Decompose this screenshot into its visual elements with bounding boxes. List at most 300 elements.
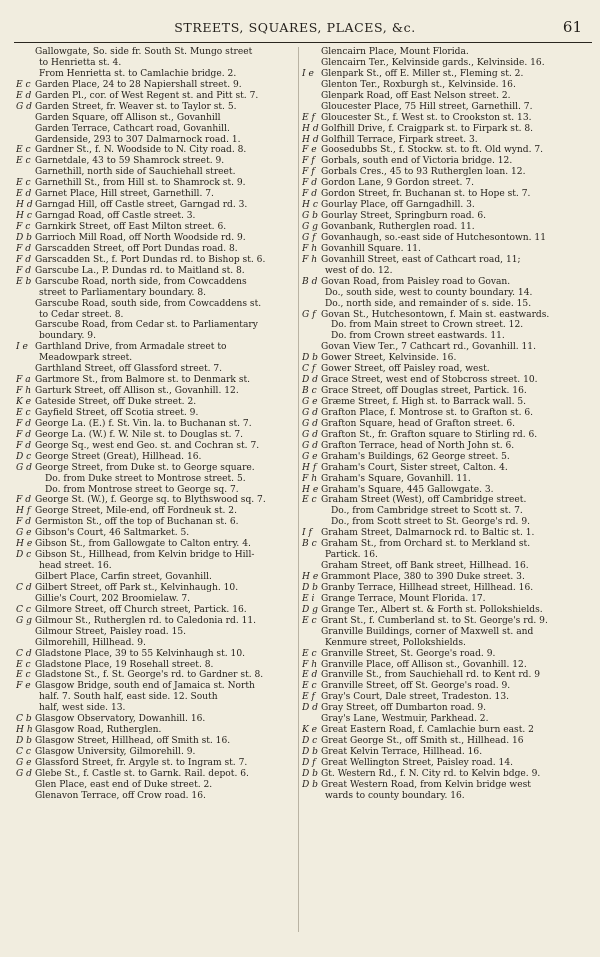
directory-entry-line — [16, 714, 294, 725]
directory-entry-line — [16, 769, 294, 780]
entry-text: Gower Street, Kelvinside. 16. — [321, 353, 457, 364]
map-reference: E c — [302, 615, 317, 626]
entry-text: Govanbank, Rutherglen road. 11. — [321, 222, 475, 232]
map-reference: C b — [16, 714, 32, 725]
map-reference: K e — [16, 397, 32, 407]
entry-text: Govanhaugh, so.-east side of Hutchesontown. 11 — [321, 232, 547, 243]
directory-entry-line — [302, 638, 592, 649]
map-reference: E c — [302, 681, 317, 692]
entry-text: Do., from Scott street to St. George's rd. 9. — [331, 517, 530, 528]
map-reference: H d — [302, 123, 319, 134]
entry-text: Garnethill, north side of Sauchiehall street. — [35, 167, 236, 178]
directory-entry-line — [302, 200, 592, 211]
entry-text: Golfhill Drive, f. Craigpark st. to Firpark st. 8. — [321, 123, 534, 134]
entry-text: Garngad Hill, off Castle street, Garngad rd. 3. — [35, 200, 248, 211]
map-reference: H f — [16, 506, 31, 517]
directory-entry-line — [302, 353, 592, 364]
directory-entry-line — [16, 102, 294, 113]
map-reference: H h — [16, 725, 33, 736]
directory-entry-line — [302, 102, 592, 113]
entry-text: Grafton Place, f. Montrose st. to Grafton st. 6. — [321, 407, 534, 418]
entry-text: Gilmore Street, off Church street, Partick. 16. — [35, 604, 247, 615]
map-reference: E i — [302, 593, 315, 604]
entry-text: Great George St., off Smith st., Hillhead. 16 — [321, 736, 524, 747]
map-reference: C c — [16, 604, 31, 615]
map-reference: D c — [16, 451, 32, 462]
entry-text: George La. (W.) f. W. Nile st. to Douglas st. 7. — [35, 429, 244, 440]
entry-text: Gilbert Street, off Park st., Kelvinhaugh. 10. — [35, 582, 239, 593]
map-reference: D g — [302, 604, 319, 615]
entry-text: head street. 16. — [39, 561, 112, 572]
directory-entry-line — [16, 47, 294, 58]
directory-entry-line — [302, 124, 592, 135]
entry-text: Great Kelvin Terrace, Hillhead. 16. — [321, 747, 483, 757]
entry-text: Gower Street, off Paisley road, west. — [321, 364, 490, 375]
map-reference: F d — [302, 189, 318, 200]
entry-text: Garnkirk Street, off East Milton street. 6. — [35, 222, 227, 232]
directory-entry-line — [302, 320, 592, 331]
directory-entry-line — [302, 452, 592, 463]
directory-entry-line — [302, 156, 592, 167]
directory-entry-line — [302, 594, 592, 605]
entry-text: Gibson St., from Gallowgate to Calton entry. 4. — [35, 539, 251, 550]
entry-text: Govan St., Hutchesontown, f. Main st. eastwards. — [321, 309, 550, 320]
directory-entry-line — [16, 156, 294, 167]
entry-text: Germiston St., off the top of Buchanan st. 6. — [35, 517, 239, 528]
map-reference: H f — [302, 462, 317, 473]
entry-text: Grant St., f. Cumberland st. to St. George's rd. 9. — [321, 615, 548, 626]
entry-text: Great Western Road, from Kelvin bridge west — [321, 779, 531, 790]
directory-entry-line — [302, 670, 592, 681]
entry-text: Glebe St., f. Castle st. to Garnk. Rail. depot. 6. — [35, 768, 249, 779]
directory-entry-line — [302, 364, 592, 375]
directory-entry-line — [302, 528, 592, 539]
directory-entry-line — [302, 299, 592, 310]
entry-text: Gibson's Court, 46 Saltmarket. 5. — [35, 528, 190, 539]
entry-text: Do., north side, and remainder of s. side. 15. — [325, 298, 532, 309]
entry-text: Garden Pl., cor. of West Regent st. and Pitt st. 7. — [35, 90, 259, 101]
entry-text: to Cedar street. 8. — [39, 309, 124, 320]
directory-entry-line — [302, 747, 592, 758]
entry-text: Granby Terrace, Hillhead street, Hillhead. 16. — [321, 582, 534, 593]
entry-text: Granville St., from Sauchiehall rd. to Kent rd. 9 — [321, 670, 541, 681]
directory-entry-line — [16, 145, 294, 156]
entry-text: Glencairn Place, Mount Florida. — [321, 47, 469, 57]
directory-entry-line — [16, 386, 294, 397]
directory-entry-line — [302, 58, 592, 69]
directory-entry-line — [16, 342, 294, 353]
directory-entry-line — [16, 703, 294, 714]
page-title: STREETS, SQUARES, PLACES, &c. — [174, 20, 416, 35]
directory-entry-line — [302, 517, 592, 528]
map-reference: D b — [302, 353, 319, 364]
entry-text: Gray Street, off Dumbarton road. 9. — [321, 703, 487, 714]
directory-entry-line — [302, 791, 592, 802]
entry-text: Garnethill St., from Hill st. to Shamrock st. 9. — [35, 178, 246, 189]
directory-entry-line — [16, 638, 294, 649]
map-reference: F h — [302, 659, 318, 670]
directory-entry-line — [16, 681, 294, 692]
entry-text: Do. from Main street to Crown street. 12. — [331, 320, 524, 331]
entry-text: Gladstone Place, 19 Rosehall street. 8. — [35, 659, 214, 670]
entry-text: Glenton Ter., Roxburgh st., Kelvinside. 16. — [321, 79, 516, 90]
entry-text: Gorbals, south end of Victoria bridge. 12. — [321, 156, 513, 167]
entry-text: Govanhill Square. 11. — [321, 243, 421, 254]
map-reference: G e — [16, 528, 32, 539]
directory-entry-line — [16, 233, 294, 244]
map-reference: F d — [16, 243, 32, 254]
directory-entry-line — [16, 419, 294, 430]
entry-text: Gartmore St., from Balmore st. to Denmark st. — [35, 375, 251, 386]
entry-text: Glenpark St., off E. Miller st., Fleming st. 2. — [321, 68, 524, 79]
entry-text: Garnet Place, Hill street, Garnethill. 7. — [35, 189, 214, 200]
entry-text: Govan Road, from Paisley road to Govan. — [321, 276, 511, 287]
map-reference: E c — [302, 495, 317, 506]
directory-entry-line — [302, 660, 592, 671]
entry-text: From Henrietta st. to Camlachie bridge. 2. — [39, 68, 237, 79]
page-header — [0, 18, 600, 40]
directory-entry-line — [302, 189, 592, 200]
map-reference: E f — [302, 112, 315, 123]
map-reference: E c — [16, 145, 31, 156]
entry-text: Glassford Street, fr. Argyle st. to Ingram st. 7. — [35, 757, 248, 768]
directory-entry-line — [16, 320, 294, 331]
directory-entry-line — [16, 113, 294, 124]
map-reference: E c — [16, 670, 31, 681]
entry-text: boundary. 9. — [39, 331, 96, 342]
entry-text: Glenpark Road, off East Nelson street. 2. — [321, 90, 511, 101]
directory-entry-line — [16, 550, 294, 561]
map-reference: E c — [16, 659, 31, 670]
map-reference: E d — [16, 90, 32, 101]
page-number: 61 — [562, 18, 582, 36]
map-reference: G g — [302, 222, 318, 232]
directory-entry-line — [302, 167, 592, 178]
map-reference: I e — [302, 68, 314, 79]
entry-text: Gray's Lane, Westmuir, Parkhead. 2. — [321, 714, 489, 725]
map-reference: C d — [16, 582, 32, 593]
map-reference: B d — [302, 276, 318, 287]
directory-entry-line — [302, 342, 592, 353]
entry-text: Graham Street, off Bank street, Hillhead. 16. — [321, 561, 529, 572]
map-reference: F e — [302, 145, 317, 156]
entry-text: Garturk Street, off Allison st., Govanhill. 12. — [35, 386, 239, 397]
directory-entry-line — [302, 649, 592, 660]
directory-entry-line — [302, 419, 592, 430]
entry-text: George La. (E.) f. St. Vin. la. to Buchanan st. 7. — [35, 418, 252, 429]
directory-entry-line — [16, 692, 294, 703]
entry-text: Granville Street, off St. George's road. 9. — [321, 681, 511, 692]
entry-text: Gloucester Place, 75 Hill street, Garnethill. 7. — [321, 101, 533, 112]
entry-text: Meadowpark street. — [39, 353, 133, 364]
map-reference: H e — [16, 539, 33, 550]
map-reference: G d — [302, 418, 318, 429]
map-reference: F d — [16, 418, 32, 429]
entry-text: Granville Street, St. George's road. 9. — [321, 648, 496, 659]
directory-entry-line — [16, 222, 294, 233]
map-reference: G b — [302, 211, 318, 222]
directory-entry-line — [16, 80, 294, 91]
directory-entry-line — [16, 58, 294, 69]
entry-text: Grange Terrace, Mount Florida. 17. — [321, 593, 486, 604]
entry-text: Garden Square, off Allison st., Govanhill — [35, 112, 221, 123]
entry-text: George Street, Mile-end, off Fordneuk st. 2. — [35, 506, 237, 517]
map-reference: G d — [16, 462, 32, 473]
entry-text: Grafton Terrace, head of North John st. 6. — [321, 440, 515, 451]
directory-entry-line — [16, 517, 294, 528]
map-reference: D d — [302, 375, 319, 386]
map-reference: H d — [16, 200, 33, 211]
directory-entry-line — [16, 91, 294, 102]
directory-entry-line — [16, 495, 294, 506]
entry-text: Graham Street (West), off Cambridge street. — [321, 495, 527, 506]
map-reference: H e — [302, 484, 319, 495]
entry-text: Gillie's Court, 202 Broomielaw. 7. — [35, 593, 191, 604]
map-reference: F a — [16, 375, 31, 386]
directory-entry-line — [16, 539, 294, 550]
map-reference: E f — [302, 692, 315, 703]
map-reference: D b — [302, 747, 319, 757]
entry-text: George Street, from Duke st. to George square. — [35, 462, 255, 473]
map-reference: F f — [302, 156, 315, 167]
map-reference: D c — [302, 736, 318, 747]
entry-text: Govan View Ter., 7 Cathcart rd., Govanhill. 11. — [321, 342, 536, 353]
column-divider — [298, 47, 299, 932]
entry-text: Gray's Court, Dale street, Tradeston. 13. — [321, 692, 509, 703]
directory-entry-line — [16, 463, 294, 474]
directory-entry-line — [16, 299, 294, 310]
map-reference: F d — [16, 495, 32, 506]
map-reference: E c — [16, 178, 31, 189]
directory-entry-line — [16, 167, 294, 178]
entry-text: Glen Place, east end of Duke street. 2. — [35, 779, 213, 790]
entry-text: Grafton Square, head of Grafton street. 6. — [321, 418, 516, 429]
entry-text: Graham's Square, 445 Gallowgate. 3. — [321, 484, 494, 495]
entry-text: Gladstone St., f. St. George's rd. to Gardner st. 8. — [35, 670, 264, 681]
entry-text: Gilmour St., Rutherglen rd. to Caledonia rd. 11. — [35, 615, 257, 626]
entry-text: Glenavon Terrace, off Crow road. 16. — [35, 790, 206, 801]
directory-entry-line — [302, 288, 592, 299]
directory-entry-line — [16, 506, 294, 517]
directory-entry-line — [16, 397, 294, 408]
directory-entry-line — [302, 113, 592, 124]
directory-entry-line — [16, 485, 294, 496]
entry-text: Glencairn Ter., Kelvinside gards., Kelvinside. 16. — [321, 57, 545, 68]
directory-entry-line — [302, 178, 592, 189]
directory-entry-line — [16, 353, 294, 364]
directory-entry-line — [16, 670, 294, 681]
entry-text: Garscadden St., f. Port Dundas rd. to Bishop st. 6. — [35, 254, 266, 265]
directory-entry-line — [302, 266, 592, 277]
directory-entry-line — [302, 485, 592, 496]
map-reference: G f — [302, 309, 316, 320]
map-reference: D d — [302, 703, 319, 714]
directory-entry-line — [16, 288, 294, 299]
directory-entry-line — [302, 463, 592, 474]
entry-text: Do. from Crown street eastwards. 11. — [331, 331, 505, 342]
directory-entry-line — [16, 364, 294, 375]
directory-entry-line — [302, 47, 592, 58]
directory-entry-line — [16, 124, 294, 135]
entry-text: half, west side. 13. — [39, 703, 126, 714]
directory-entry-line — [16, 725, 294, 736]
entry-text: Grammont Place, 380 to 390 Duke street. 3. — [321, 572, 525, 582]
entry-text: street to Parliamentary boundary. 8. — [39, 287, 207, 298]
directory-entry-line — [302, 474, 592, 485]
directory-entry-line — [302, 627, 592, 638]
directory-entry-line — [302, 397, 592, 408]
entry-text: Græme Street, f. High st. to Barrack wall. 5. — [321, 397, 527, 407]
directory-entry-line — [302, 386, 592, 397]
map-reference: E c — [16, 79, 31, 90]
map-reference: G d — [302, 429, 318, 440]
entry-text: half. 7. South half, east side. 12. South — [39, 692, 218, 703]
directory-entry-line — [302, 430, 592, 441]
entry-text: Graham's Square, Govanhill. 11. — [321, 473, 471, 484]
entry-text: Great Wellington Street, Paisley road. 14. — [321, 757, 513, 768]
entry-text: Graham's Court, Sister street, Calton. 4. — [321, 462, 508, 473]
entry-text: Garscube La., P. Dundas rd. to Maitland st. 8. — [35, 265, 245, 276]
map-reference: F d — [16, 254, 32, 265]
entry-text: Glasgow Road, Rutherglen. — [35, 725, 162, 736]
directory-entry-line — [302, 255, 592, 266]
directory-entry-line — [16, 189, 294, 200]
entry-text: Partick. 16. — [325, 550, 378, 561]
entry-text: Garngad Road, off Castle street. 3. — [35, 211, 196, 222]
map-reference: K e — [302, 725, 318, 736]
entry-text: Gourlay Street, Springburn road. 6. — [321, 211, 487, 222]
directory-entry-line — [16, 616, 294, 627]
map-reference: E d — [302, 670, 318, 681]
map-reference: F h — [302, 243, 318, 254]
entry-text: Grafton St., fr. Grafton square to Stirling rd. 6. — [321, 429, 538, 440]
directory-entry-line — [16, 69, 294, 80]
entry-text: Gilmour Street, Paisley road. 15. — [35, 626, 187, 637]
entry-text: Granville Buildings, corner of Maxwell st. and — [321, 626, 534, 637]
directory-entry-line — [302, 441, 592, 452]
entry-text: Kenmure street, Pollokshields. — [325, 637, 466, 648]
entry-text: Glasgow Street, Hillhead, off Smith st. 16. — [35, 736, 231, 747]
directory-entry-line — [16, 430, 294, 441]
directory-entry-line — [302, 769, 592, 780]
directory-entry-line — [302, 80, 592, 91]
directory-entry-line — [302, 233, 592, 244]
directory-entry-line — [16, 791, 294, 802]
directory-entry-line — [16, 200, 294, 211]
entry-text: Garscube Road, north side, from Cowcaddens — [35, 276, 247, 287]
directory-entry-line — [16, 594, 294, 605]
entry-text: George St. (W.), f. George sq. to Blythswood sq. 7. — [35, 495, 266, 506]
map-reference: E c — [302, 648, 317, 659]
entry-text: Gordon Lane, 9 Gordon street. 7. — [321, 178, 474, 189]
map-reference: I e — [16, 342, 28, 353]
map-reference: C f — [302, 364, 316, 375]
directory-entry-line — [302, 331, 592, 342]
entry-text: Do. from Duke street to Montrose street. 5. — [45, 473, 246, 484]
directory-entry-line — [302, 222, 592, 233]
directory-entry-line — [302, 725, 592, 736]
entry-text: Gilbert Place, Carfin street, Govanhill. — [35, 572, 212, 582]
entry-text: Glasgow Bridge, south end of Jamaica st. North — [35, 681, 255, 692]
directory-entry-line — [302, 550, 592, 561]
map-reference: G e — [16, 757, 32, 768]
entry-text: wards to county boundary. 16. — [325, 790, 465, 801]
right-column — [302, 47, 592, 802]
map-reference: E d — [16, 189, 32, 200]
entry-text: George Street (Great), Hillhead. 16. — [35, 451, 202, 462]
entry-text: Gordon Street, fr. Buchanan st. to Hope st. 7. — [321, 189, 531, 200]
map-reference: E b — [16, 276, 32, 287]
directory-entry-line — [16, 331, 294, 342]
map-reference: F d — [16, 429, 32, 440]
map-reference: F h — [16, 386, 32, 397]
map-reference: H c — [16, 211, 32, 222]
directory-entry-line — [16, 244, 294, 255]
entry-text: Glasgow University, Gilmorehill. 9. — [35, 747, 196, 757]
directory-entry-line — [302, 780, 592, 791]
directory-entry-line — [16, 255, 294, 266]
map-reference: E c — [16, 407, 31, 418]
entry-text: Garthland Drive, from Armadale street to — [35, 342, 227, 353]
entry-text: Garnetdale, 43 to 59 Shamrock street. 9. — [35, 156, 225, 167]
entry-text: Govanhill Street, east of Cathcart road, 11; — [321, 254, 521, 265]
directory-entry-line — [302, 145, 592, 156]
directory-entry-line — [302, 583, 592, 594]
map-reference: D b — [302, 768, 319, 779]
map-reference: F d — [16, 517, 32, 528]
directory-entry-line — [302, 310, 592, 321]
directory-entry-line — [16, 649, 294, 660]
map-reference: B c — [302, 386, 317, 397]
entry-text: Garrioch Mill Road, off North Woodside rd. 9. — [35, 232, 246, 243]
directory-entry-line — [302, 714, 592, 725]
header-rule — [14, 42, 592, 43]
directory-entry-line — [302, 375, 592, 386]
directory-entry-line — [302, 91, 592, 102]
map-reference: F e — [16, 681, 31, 692]
entry-text: Glasgow Observatory, Dowanhill. 16. — [35, 714, 206, 725]
directory-entry-line — [16, 780, 294, 791]
directory-entry-line — [302, 605, 592, 616]
map-reference: G f — [302, 232, 316, 243]
directory-entry-line — [16, 310, 294, 321]
directory-entry-line — [16, 211, 294, 222]
entry-text: Gayfield Street, off Scotia street. 9. — [35, 407, 199, 418]
directory-entry-line — [302, 244, 592, 255]
directory-entry-line — [302, 736, 592, 747]
entry-text: Gibson St., Hillhead, from Kelvin bridge to Hill- — [35, 550, 255, 561]
map-reference: G e — [302, 397, 318, 407]
entry-text: Garden Place, 24 to 28 Napiershall street. 9. — [35, 79, 242, 90]
directory-entry-line — [16, 528, 294, 539]
entry-text: Graham Street, Dalmarnock rd. to Baltic st. 1. — [321, 528, 535, 539]
directory-entry-line — [302, 211, 592, 222]
entry-text: Gardenside, 293 to 307 Dalmarnock road. 1. — [35, 134, 241, 145]
directory-entry-line — [302, 495, 592, 506]
directory-entry-line — [302, 758, 592, 769]
entry-text: Garscadden Street, off Port Dundas road. 8. — [35, 243, 238, 254]
map-reference: D f — [302, 757, 316, 768]
map-reference: E c — [16, 156, 31, 167]
directory-entry-line — [302, 135, 592, 146]
directory-entry-line — [302, 703, 592, 714]
map-reference: F h — [302, 473, 318, 484]
map-reference: H d — [302, 134, 319, 145]
map-reference: D b — [302, 779, 319, 790]
map-reference: H c — [302, 200, 318, 211]
entry-text: west of do. 12. — [325, 265, 393, 276]
map-reference: G d — [302, 407, 318, 418]
